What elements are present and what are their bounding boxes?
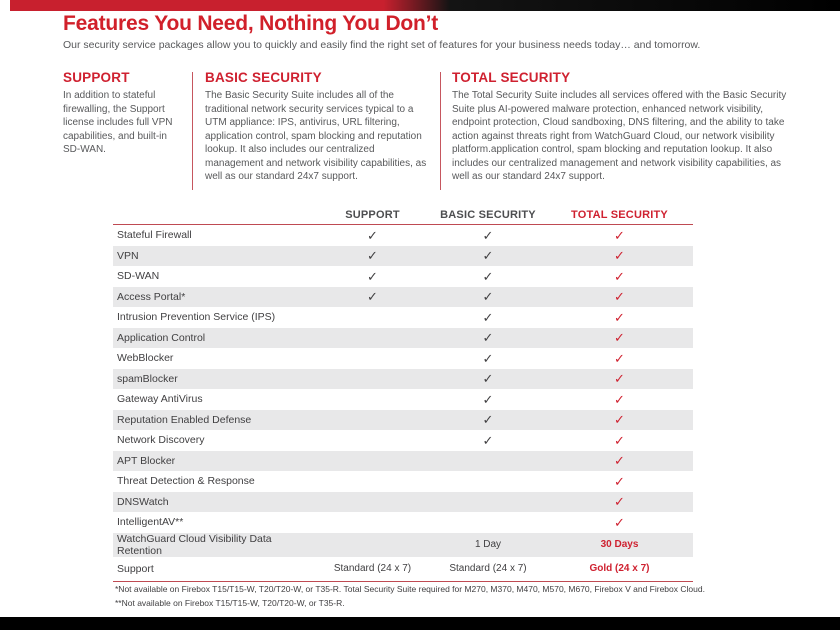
callout-support-title: SUPPORT: [63, 70, 130, 85]
row-label: Access Portal*: [117, 290, 186, 303]
callout-divider: [440, 72, 441, 190]
cell-total: ✓: [614, 391, 625, 407]
cell-total: ✓: [614, 289, 625, 305]
column-header-support: SUPPORT: [345, 209, 400, 221]
cell-basic: Standard (24 x 7): [449, 563, 527, 574]
table-row: [113, 389, 693, 410]
row-label: SD-WAN: [117, 270, 160, 283]
row-label: Threat Detection & Response: [117, 475, 255, 488]
footnote-2: **Not available on Firebox T15/T15-W, T20/T20-W, or T35-R.: [115, 598, 345, 608]
cell-basic: ✓: [482, 412, 494, 428]
cell-basic: ✓: [482, 227, 494, 243]
row-label: Intrusion Prevention Service (IPS): [117, 311, 276, 324]
table-row: [113, 410, 693, 431]
row-label: Stateful Firewall: [117, 229, 192, 242]
cell-total: 30 Days: [600, 539, 639, 550]
cell-total: ✓: [614, 432, 625, 448]
row-label: Application Control: [117, 331, 206, 344]
cell-total: ✓: [614, 453, 625, 469]
cell-basic: ✓: [482, 248, 494, 264]
top-accent-bar: [10, 0, 840, 11]
cell-total: ✓: [614, 330, 625, 346]
table-row: [113, 512, 693, 533]
cell-support: ✓: [367, 248, 378, 264]
table-row: [113, 471, 693, 492]
cell-total: ✓: [614, 248, 625, 264]
cell-total: ✓: [614, 371, 625, 387]
table-row: [113, 307, 693, 328]
row-label: APT Blocker: [117, 454, 176, 467]
cell-basic: ✓: [482, 289, 494, 305]
footnotes: [115, 584, 775, 612]
table-row: [113, 492, 693, 513]
row-label: Gateway AntiVirus: [117, 393, 203, 406]
footnote-1: *Not available on Firebox T15/T15-W, T20/T20-W, or T35-R. Total Security Suite required for M270, M370, M470, M570, M670, Firebox V and Firebox Cloud.: [115, 584, 705, 594]
cell-total: ✓: [614, 514, 625, 530]
cell-basic: ✓: [482, 309, 494, 325]
cell-support: ✓: [367, 268, 378, 284]
feature-comparison-table: [113, 198, 693, 582]
cell-total: ✓: [614, 494, 625, 510]
table-row: [113, 225, 693, 246]
cell-total: ✓: [614, 350, 625, 366]
row-label: Reputation Enabled Defense: [117, 413, 252, 426]
cell-basic: 1 Day: [474, 539, 502, 550]
callout-support: [63, 70, 183, 157]
table-row: [113, 557, 693, 581]
callout-basic-security-body: The Basic Security Suite includes all of the traditional network security services typical to a UTM appliance: IPS, antivirus, URL filtering, application control, spam blocking and reputation lookup. It also includes our centralized management and network visibility capabilities, as well as our standard 24x7 support.: [205, 90, 427, 182]
table-row: [113, 451, 693, 472]
column-header-total-security: TOTAL SECURITY: [571, 209, 668, 221]
cell-basic: ✓: [482, 350, 494, 366]
callout-basic-security: [205, 70, 429, 184]
table-body: [113, 225, 693, 582]
row-label: DNSWatch: [117, 495, 169, 508]
page-subtitle: Our security service packages allow you to quickly and easily find the right set of features for your business needs today… and tomorrow.: [63, 39, 701, 51]
table-row: [113, 246, 693, 267]
table-row: [113, 533, 693, 557]
cell-support: ✓: [367, 227, 378, 243]
package-callouts: [0, 70, 840, 194]
cell-total: Gold (24 x 7): [589, 563, 650, 574]
row-label: WatchGuard Cloud Visibility Data Retention: [117, 532, 272, 557]
bottom-bar: [0, 617, 840, 630]
cell-support: ✓: [367, 289, 378, 305]
cell-total: ✓: [614, 227, 625, 243]
callout-total-security-body: The Total Security Suite includes all services offered with the Basic Security Suite plus AI-powered malware protection, enhanced network visibility, endpoint protection, Cloud sandboxing, DNS filtering, and the ability to take action against threats right from WatchGuard Cloud, our network visibility platform.application control, spam blocking and reputation lookup. It also includes our centralized management and network visibility capabilities, as well as our standard 24x7 support.: [452, 90, 787, 182]
cell-total: ✓: [614, 309, 625, 325]
table-header-row: [113, 198, 693, 225]
cell-basic: ✓: [482, 432, 494, 448]
callout-total-security-title: TOTAL SECURITY: [452, 70, 571, 85]
table-row: [113, 369, 693, 390]
row-label: WebBlocker: [117, 352, 174, 365]
cell-basic: ✓: [482, 391, 494, 407]
callout-basic-security-title: BASIC SECURITY: [205, 70, 322, 85]
cell-support: Standard (24 x 7): [333, 563, 412, 574]
callout-total-security: [452, 70, 792, 184]
column-header-basic-security: BASIC SECURITY: [440, 209, 536, 221]
page-title: Features You Need, Nothing You Don’t: [63, 12, 439, 35]
cell-total: ✓: [614, 473, 625, 489]
table-row: [113, 328, 693, 349]
table-row: [113, 266, 693, 287]
cell-basic: ✓: [482, 330, 494, 346]
table-row: [113, 287, 693, 308]
row-label: VPN: [117, 249, 139, 262]
cell-total: ✓: [614, 268, 625, 284]
table-row: [113, 348, 693, 369]
row-label: IntelligentAV**: [117, 516, 184, 529]
cell-basic: ✓: [482, 268, 494, 284]
cell-basic: ✓: [482, 371, 494, 387]
callout-divider: [192, 72, 193, 190]
row-label: spamBlocker: [117, 372, 178, 385]
table-row: [113, 430, 693, 451]
cell-total: ✓: [614, 412, 625, 428]
callout-support-body: In addition to stateful firewalling, the Support license includes full VPN capabilities, and built-in SD-WAN.: [63, 90, 173, 155]
row-label: Network Discovery: [117, 434, 205, 447]
row-label: Support: [117, 562, 154, 575]
